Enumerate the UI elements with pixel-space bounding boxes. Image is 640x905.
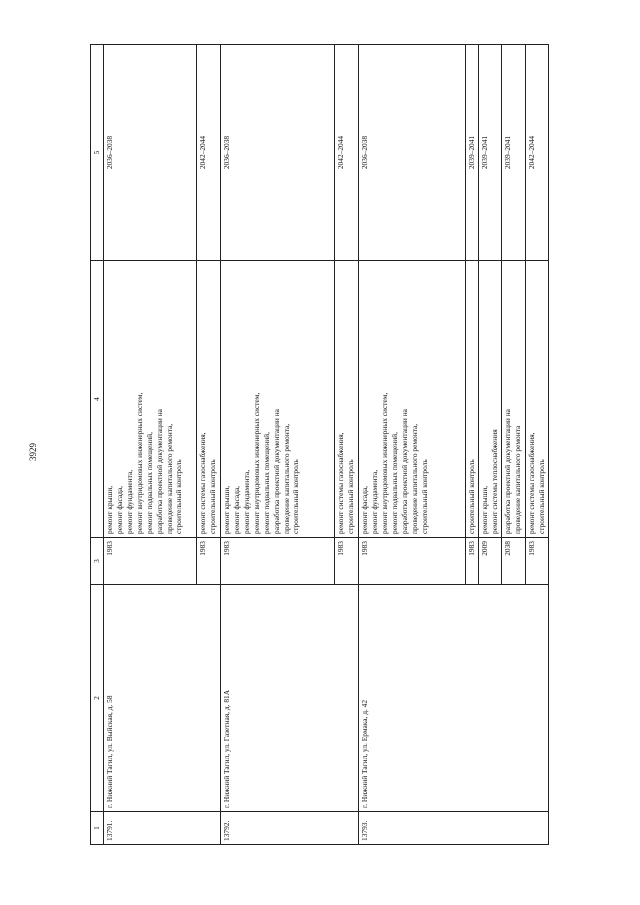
entry-address xyxy=(197,585,221,812)
work-item: ремонт системы газоснабжения, xyxy=(198,432,207,534)
entry-number xyxy=(197,812,221,845)
works-list xyxy=(525,261,548,538)
table-row xyxy=(221,45,335,845)
table-row xyxy=(197,45,221,845)
work-item: ремонт фундамента, xyxy=(369,469,379,534)
entry-number: 13791. xyxy=(104,812,197,845)
work-item: ремонт крыши, xyxy=(105,485,114,534)
table-row xyxy=(466,45,479,845)
commissioning-year: 1983 xyxy=(197,538,221,585)
entry-address: г. Нижний Тагил, ул. Ермака, д. 42 xyxy=(359,585,466,812)
works-list xyxy=(466,261,479,538)
works-list xyxy=(501,261,525,538)
work-item: ремонт фундамента, xyxy=(124,469,134,534)
entry-address xyxy=(501,585,525,812)
work-item: ремонт крыши, xyxy=(479,485,489,534)
commissioning-year: 1983 xyxy=(221,538,335,585)
work-item: разработка проектной документации на xyxy=(502,409,512,534)
column-number-3: 3 xyxy=(91,538,104,585)
entry-address xyxy=(466,585,479,812)
column-number-row xyxy=(91,45,104,845)
work-item: проведение капитального ремонта xyxy=(512,425,522,534)
works-list xyxy=(197,261,221,538)
work-item: ремонт внутридомовых инженерных систем, xyxy=(251,392,261,534)
planned-period: 2042–2044 xyxy=(197,45,221,261)
commissioning-year: 1983 xyxy=(335,538,359,585)
planned-period: 2036–2038 xyxy=(104,45,197,261)
commissioning-year: 2009 xyxy=(478,538,501,585)
column-number-4: 4 xyxy=(91,261,104,538)
work-item: ремонт подвальных помещений, xyxy=(261,432,271,534)
work-item: проведение капитального ремонта, xyxy=(281,423,291,534)
works-list xyxy=(104,261,197,538)
commissioning-year: 1983 xyxy=(525,538,548,585)
work-item: ремонт фасада, xyxy=(360,486,369,534)
planned-period: 2039–2041 xyxy=(466,45,479,261)
work-item: разработка проектной документации на xyxy=(154,409,164,534)
work-item: разработка проектной документации на xyxy=(271,409,281,534)
table-row xyxy=(359,45,466,845)
work-item: разработка проектной документации на xyxy=(399,409,409,534)
planned-period: 2036–2038 xyxy=(221,45,335,261)
table-row xyxy=(478,45,501,845)
work-item: ремонт системы теплоснабжения xyxy=(489,429,499,534)
work-item: строительный контроль xyxy=(467,459,476,534)
work-item: строительный контроль xyxy=(174,459,184,534)
rotated-table-container xyxy=(90,80,546,845)
entry-number xyxy=(478,812,501,845)
entry-address xyxy=(478,585,501,812)
planned-period: 2039–2041 xyxy=(478,45,501,261)
column-number-1: 1 xyxy=(91,812,104,845)
entry-number xyxy=(335,812,359,845)
works-list xyxy=(478,261,501,538)
works-list xyxy=(359,261,466,538)
work-item: ремонт крыши, xyxy=(222,485,231,534)
work-item: ремонт системы газоснабжения, xyxy=(336,432,345,534)
entry-number xyxy=(525,812,548,845)
planned-period: 2042–2044 xyxy=(525,45,548,261)
work-item: строительный контроль xyxy=(345,459,355,534)
entry-address xyxy=(525,585,548,812)
work-item: строительный контроль xyxy=(291,459,301,534)
work-item: ремонт подвальных помещений, xyxy=(144,432,154,534)
works-list xyxy=(221,261,335,538)
work-item: проведение капитального ремонта, xyxy=(164,423,174,534)
table-row xyxy=(104,45,197,845)
entry-address: г. Нижний Тагил, ул. Газетная, д. 81А xyxy=(221,585,335,812)
work-item: ремонт фундамента, xyxy=(241,469,251,534)
column-number-5: 5 xyxy=(91,45,104,261)
entry-number xyxy=(501,812,525,845)
entry-address: г. Нижний Тагил, ул. Выйская, д. 58 xyxy=(104,585,197,812)
table-row xyxy=(525,45,548,845)
table-row xyxy=(501,45,525,845)
planned-period: 2036–2038 xyxy=(359,45,466,261)
entry-number: 13792. xyxy=(221,812,335,845)
work-item: ремонт фасада, xyxy=(231,486,241,534)
entry-address xyxy=(335,585,359,812)
commissioning-year: 1983 xyxy=(466,538,479,585)
entry-number: 13793. xyxy=(359,812,466,845)
commissioning-year: 1983 xyxy=(359,538,466,585)
work-item: ремонт внутридомовых инженерных систем, xyxy=(379,392,389,534)
work-item: ремонт системы газоснабжения, xyxy=(526,432,536,534)
table-row xyxy=(335,45,359,845)
column-number-2: 2 xyxy=(91,585,104,812)
table-frame xyxy=(90,80,546,845)
entry-number xyxy=(466,812,479,845)
repair-schedule-table xyxy=(90,44,549,845)
page-number: 3929 xyxy=(28,443,38,461)
work-item: ремонт внутридомовых инженерных систем, xyxy=(134,392,144,534)
planned-period: 2042–2044 xyxy=(335,45,359,261)
work-item: ремонт фасада, xyxy=(114,486,124,534)
works-list xyxy=(335,261,359,538)
work-item: строительный контроль xyxy=(207,459,217,534)
planned-period: 2039–2041 xyxy=(501,45,525,261)
commissioning-year: 1983 xyxy=(104,538,197,585)
work-item: строительный контроль xyxy=(536,459,546,534)
work-item: проведение капитального ремонта, xyxy=(409,423,419,534)
commissioning-year: 2038 xyxy=(501,538,525,585)
work-item: строительный контроль xyxy=(419,459,429,534)
work-item: ремонт подвальных помещений, xyxy=(389,432,399,534)
